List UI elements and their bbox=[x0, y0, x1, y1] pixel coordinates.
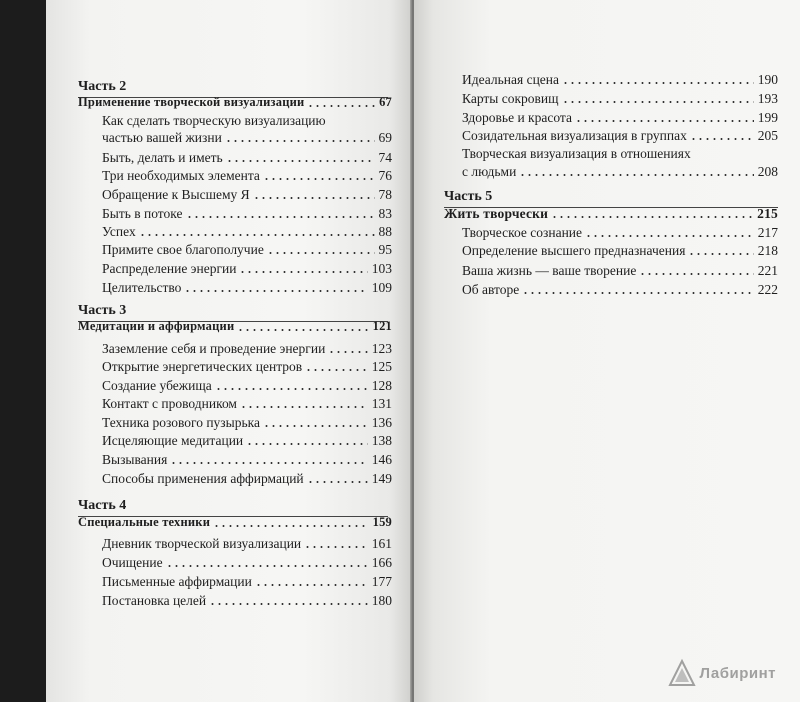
leader-dots bbox=[213, 525, 369, 527]
entry-title: Очищение bbox=[102, 555, 163, 570]
entry-title: Быть, делать и иметь bbox=[102, 150, 223, 165]
toc-entry[interactable] bbox=[102, 432, 392, 449]
page-number: 123 bbox=[371, 341, 392, 356]
page-number: 128 bbox=[371, 378, 392, 393]
toc-entry[interactable] bbox=[102, 260, 392, 277]
leader-dots bbox=[186, 216, 375, 218]
leader-dots bbox=[255, 584, 368, 586]
toc-entry[interactable] bbox=[102, 149, 392, 166]
toc-entry[interactable] bbox=[102, 395, 392, 412]
leader-dots bbox=[575, 120, 754, 122]
toc-entry[interactable] bbox=[102, 451, 392, 468]
page-number: 199 bbox=[757, 110, 778, 125]
leader-dots bbox=[246, 443, 368, 445]
leader-dots bbox=[585, 235, 754, 237]
toc-entry[interactable] bbox=[462, 127, 778, 144]
entry-title: Дневник творческой визуализации bbox=[102, 536, 302, 551]
toc-entry[interactable] bbox=[462, 71, 778, 88]
entry-title: Успех bbox=[102, 224, 136, 239]
page-number: 138 bbox=[371, 433, 392, 448]
right-page bbox=[414, 0, 800, 702]
part-4-heading: Часть 4 bbox=[78, 498, 127, 513]
leader-dots bbox=[562, 101, 754, 103]
page-number: 159 bbox=[372, 515, 392, 529]
section-title: Применение творческой визуализации bbox=[78, 95, 305, 109]
entry-title: Контакт с проводником bbox=[102, 396, 237, 411]
toc-section-part3[interactable] bbox=[78, 318, 392, 335]
entry-title: Определение высшего предназначения bbox=[462, 243, 686, 258]
toc-entry-multiline-line1[interactable]: Как сделать творческую визуализацию bbox=[102, 113, 326, 128]
entry-title: Ваша жизнь — ваше творение bbox=[462, 263, 637, 278]
right-toc bbox=[414, 0, 800, 702]
page-number: 67 bbox=[379, 95, 392, 109]
entry-title: Исцеляющие медитации bbox=[102, 433, 244, 448]
entry-title: Быть в потоке bbox=[102, 206, 183, 221]
toc-entry[interactable] bbox=[102, 535, 392, 552]
entry-title: Создание убежища bbox=[102, 378, 212, 393]
toc-section-part2[interactable] bbox=[78, 94, 392, 111]
part-2-heading: Часть 2 bbox=[78, 79, 127, 94]
leader-dots bbox=[639, 273, 753, 275]
page-number: 146 bbox=[371, 452, 392, 467]
leader-dots bbox=[225, 140, 375, 142]
entry-title: Постановка целей bbox=[102, 593, 207, 608]
entry-title: Здоровье и красота bbox=[462, 110, 572, 125]
page-number: 208 bbox=[757, 164, 778, 179]
leader-dots bbox=[688, 253, 753, 255]
watermark bbox=[667, 658, 776, 688]
toc-entry[interactable] bbox=[102, 205, 392, 222]
page-number: 83 bbox=[378, 206, 392, 221]
toc-entry[interactable] bbox=[102, 186, 392, 203]
leader-dots bbox=[240, 406, 368, 408]
toc-entry[interactable] bbox=[102, 377, 392, 394]
page-number: 149 bbox=[371, 471, 392, 486]
leader-dots bbox=[267, 252, 375, 254]
left-page bbox=[46, 0, 412, 702]
page-number: 205 bbox=[757, 128, 778, 143]
page-number: 166 bbox=[371, 555, 392, 570]
watermark-text: Лабиринт bbox=[699, 664, 776, 682]
leader-dots bbox=[551, 216, 753, 218]
leader-dots bbox=[237, 329, 368, 331]
page-number: 125 bbox=[371, 359, 392, 374]
entry-title: Заземление себя и проведение энергии bbox=[102, 341, 326, 356]
leader-dots bbox=[304, 546, 368, 548]
entry-title: Карты сокровищ bbox=[462, 91, 559, 106]
entry-title: Вызывания bbox=[102, 452, 168, 467]
toc-section-part5[interactable] bbox=[444, 205, 778, 222]
page-number: 121 bbox=[372, 319, 392, 333]
entry-title: Обращение к Высшему Я bbox=[102, 187, 250, 202]
page-number: 177 bbox=[371, 574, 392, 589]
leader-dots bbox=[263, 425, 368, 427]
page-number: 74 bbox=[378, 150, 392, 165]
page-number: 222 bbox=[757, 282, 778, 297]
page-number: 180 bbox=[371, 593, 392, 608]
leader-dots bbox=[139, 234, 375, 236]
entry-title: Примите свое благополучие bbox=[102, 242, 264, 257]
leader-dots bbox=[307, 481, 368, 483]
page-number: 221 bbox=[757, 263, 778, 278]
entry-title: Открытие энергетических центров bbox=[102, 359, 303, 374]
section-title: Специальные техники bbox=[78, 515, 211, 529]
leader-dots bbox=[328, 351, 367, 353]
leader-dots bbox=[209, 603, 368, 605]
leader-dots bbox=[239, 271, 367, 273]
page-number: 95 bbox=[378, 242, 392, 257]
entry-title: частью вашей жизни bbox=[102, 130, 222, 145]
toc-entry[interactable] bbox=[462, 281, 778, 298]
page-number: 78 bbox=[378, 187, 392, 202]
toc-entry[interactable] bbox=[102, 340, 392, 357]
toc-entry[interactable] bbox=[102, 573, 392, 590]
leader-dots bbox=[519, 174, 753, 176]
toc-entry[interactable] bbox=[462, 262, 778, 279]
toc-entry-multiline-line1[interactable]: Творческая визуализация в отношениях bbox=[462, 146, 691, 161]
leader-dots bbox=[226, 160, 375, 162]
entry-title: Целительство bbox=[102, 280, 182, 295]
toc-entry[interactable] bbox=[102, 129, 392, 146]
entry-title: Способы применения аффирмаций bbox=[102, 471, 304, 486]
entry-title: Идеальная сцена bbox=[462, 72, 560, 87]
page-number: 69 bbox=[378, 130, 392, 145]
toc-entry[interactable] bbox=[102, 554, 392, 571]
entry-title: Техника розового пузырька bbox=[102, 415, 260, 430]
page-number: 190 bbox=[757, 72, 778, 87]
leader-dots bbox=[522, 292, 754, 294]
leader-dots bbox=[263, 178, 375, 180]
page-number: 88 bbox=[378, 224, 392, 239]
page-number: 218 bbox=[757, 243, 778, 258]
entry-title: Три необходимых элемента bbox=[102, 168, 260, 183]
toc-entry[interactable] bbox=[102, 279, 392, 296]
toc-section-part4[interactable] bbox=[78, 514, 392, 531]
toc-entry[interactable] bbox=[102, 241, 392, 258]
toc-entry[interactable] bbox=[102, 358, 392, 375]
toc-entry[interactable] bbox=[462, 90, 778, 107]
leader-dots bbox=[184, 290, 367, 292]
toc-entry[interactable] bbox=[462, 163, 778, 180]
toc-entry[interactable] bbox=[102, 592, 392, 609]
entry-title: Распределение энергии bbox=[102, 261, 237, 276]
leader-dots bbox=[305, 369, 368, 371]
left-toc bbox=[46, 0, 412, 702]
section-title: Медитации и аффирмации bbox=[78, 319, 235, 333]
entry-title: Творческое сознание bbox=[462, 225, 583, 240]
part-3-heading: Часть 3 bbox=[78, 303, 127, 318]
page-number: 217 bbox=[757, 225, 778, 240]
section-title: Жить творчески bbox=[444, 206, 549, 221]
page-number: 103 bbox=[371, 261, 392, 276]
leader-dots bbox=[690, 138, 754, 140]
page-number: 109 bbox=[371, 280, 392, 295]
page-number: 136 bbox=[371, 415, 392, 430]
part-5-heading: Часть 5 bbox=[444, 189, 493, 204]
entry-title: Письменные аффирмации bbox=[102, 574, 252, 589]
entry-title: с людьми bbox=[462, 164, 517, 179]
toc-entry[interactable] bbox=[102, 414, 392, 431]
toc-entry[interactable] bbox=[462, 224, 778, 241]
toc-entry[interactable] bbox=[102, 470, 392, 487]
leader-dots bbox=[170, 462, 367, 464]
entry-title: Об авторе bbox=[462, 282, 520, 297]
page-number: 215 bbox=[757, 206, 778, 221]
leader-dots bbox=[215, 388, 368, 390]
leader-dots bbox=[307, 105, 375, 107]
leader-dots bbox=[166, 565, 368, 567]
entry-title: Созидательная визуализация в группах bbox=[462, 128, 687, 143]
page-number: 76 bbox=[378, 168, 392, 183]
page-number: 131 bbox=[371, 396, 392, 411]
page-number: 193 bbox=[757, 91, 778, 106]
page-number: 161 bbox=[371, 536, 392, 551]
toc-entry[interactable] bbox=[102, 167, 392, 184]
leader-dots bbox=[562, 82, 754, 84]
toc-entry[interactable] bbox=[462, 109, 778, 126]
toc-entry[interactable] bbox=[462, 242, 778, 259]
toc-entry[interactable] bbox=[102, 223, 392, 240]
labyrinth-logo-icon bbox=[667, 658, 697, 688]
leader-dots bbox=[253, 197, 375, 199]
